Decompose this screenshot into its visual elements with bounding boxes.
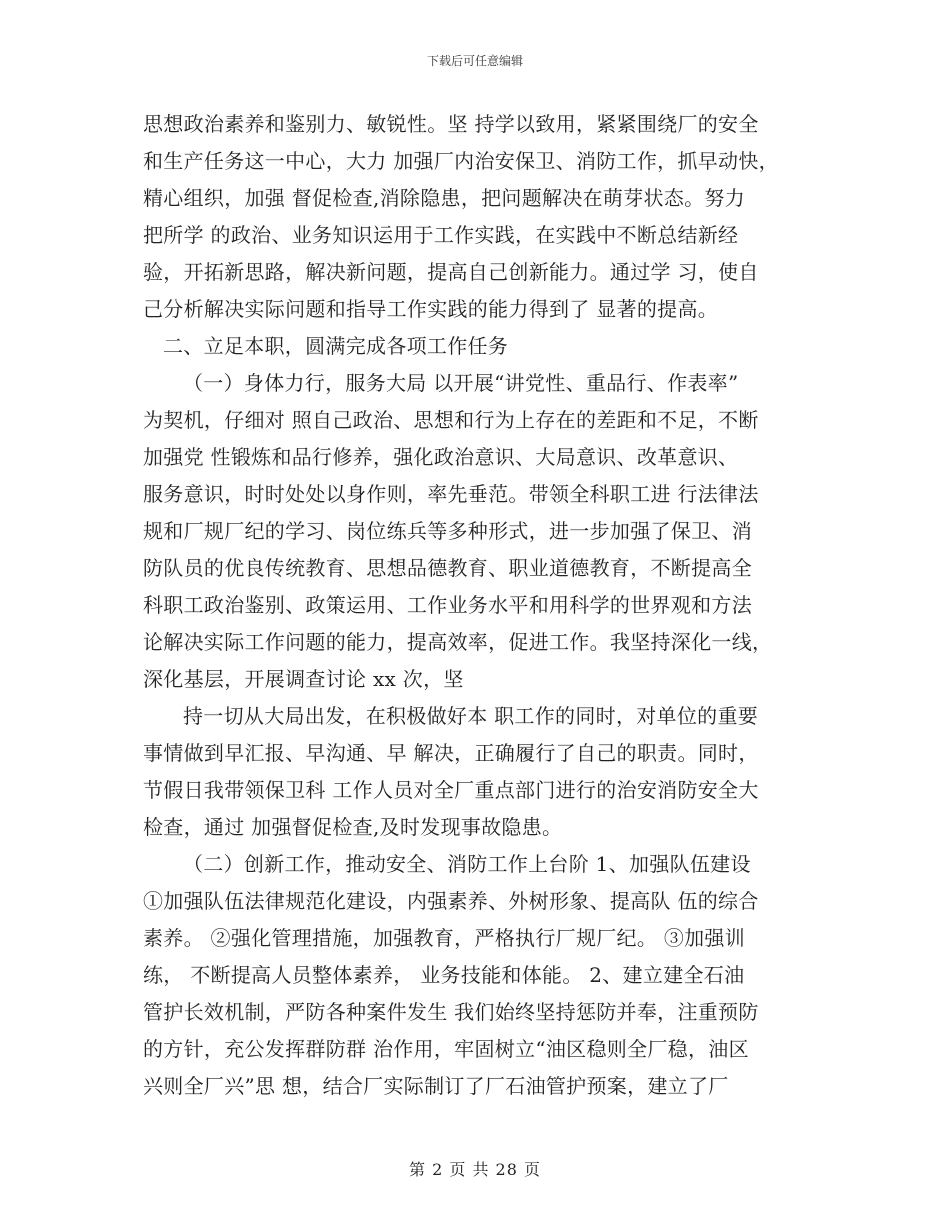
body-line: 己分析解决实际问题和指导工作实践的能力得到了 显著的提高。: [143, 297, 719, 321]
body-line: 节假日我带领保卫科 工作人员对全厂重点部门进行的治安消防安全大: [143, 778, 759, 802]
section-heading: 二、立足本职，圆满完成各项工作任务: [163, 334, 509, 358]
body-line: ①加强队伍法律规范化建设，内强素养、外树形象、提高队 伍的综合: [143, 889, 759, 913]
document-body: [143, 106, 823, 1105]
body-line: 检查，通过 加强督促检查,及时发现事故隐患。: [143, 815, 563, 839]
body-line: 验，开拓新思路，解决新问题，提高自己创新能力。通过学 习，使自: [143, 260, 759, 284]
body-line: 服务意识，时时处处以身作则，率先垂范。带领全科职工进 行法律法: [143, 482, 759, 506]
body-line: 练， 不断提高人员整体素养， 业务技能和体能。 2、建立建全石油: [143, 963, 745, 987]
body-line: 深化基层，开展调查讨论 xx 次，坚: [143, 667, 464, 691]
body-line: 科职工政治鉴别、政策运用、工作业务水平和用科学的世界观和方法: [143, 593, 752, 617]
page-number-footer: 第 2 页 共 28 页: [409, 1160, 541, 1179]
body-line: 事情做到早汇报、早沟通、早 解决，正确履行了自己的职责。同时，: [143, 741, 759, 765]
paragraph-start: 持一切从大局出发，在积极做好本 职工作的同时，对单位的重要: [183, 704, 759, 728]
subsection-heading: （一）身体力行，服务大局 以开展“讲党性、重品行、作表率”: [183, 371, 739, 395]
body-line: 规和厂规厂纪的学习、岗位练兵等多种形式，进一步加强了保卫、消: [143, 519, 752, 543]
body-line: 管护长效机制，严防各种案件发生 我们始终坚持惩防并奉，注重预防: [143, 1000, 759, 1024]
body-line: 和生产任务这一中心，大力 加强厂内治安保卫、消防工作，抓早动快，: [143, 149, 779, 173]
body-line: 加强党 性锻炼和品行修养，强化政治意识、大局意识、改革意识、: [143, 445, 739, 469]
body-line: 兴则全厂兴”思 想，结合厂实际制订了厂石油管护预案，建立了厂: [143, 1074, 729, 1098]
body-line: 思想政治素养和鉴别力、敏锐性。坚 持学以致用，紧紧围绕厂的安全: [143, 112, 759, 136]
body-line: 精心组织，加强 督促检查,消除隐患，把问题解决在萌芽状态。努力: [143, 186, 746, 210]
body-line: 论解决实际工作问题的能力，提高效率，促进工作。我坚持深化一线，: [143, 630, 773, 654]
subsection-heading: （二）创新工作，推动安全、消防工作上台阶 1、加强队伍建设: [183, 852, 751, 876]
body-line: 防队员的优良传统教育、思想品德教育、职业道德教育，不断提高全: [143, 556, 752, 580]
body-line: 的方针，充公发挥群防群 治作用，牢固树立“油区稳则全厂稳，油区: [143, 1037, 749, 1061]
body-line: 把所学 的政治、业务知识运用于工作实践，在实践中不断总结新经: [143, 223, 739, 247]
page-header: 下载后可任意编辑: [426, 54, 523, 68]
body-line: 为契机，仔细对 照自己政治、思想和行为上存在的差距和不足，不断: [143, 408, 759, 432]
body-line: 素养。 ②强化管理措施，加强教育，严格执行厂规厂纪。 ③加强训: [143, 926, 746, 950]
